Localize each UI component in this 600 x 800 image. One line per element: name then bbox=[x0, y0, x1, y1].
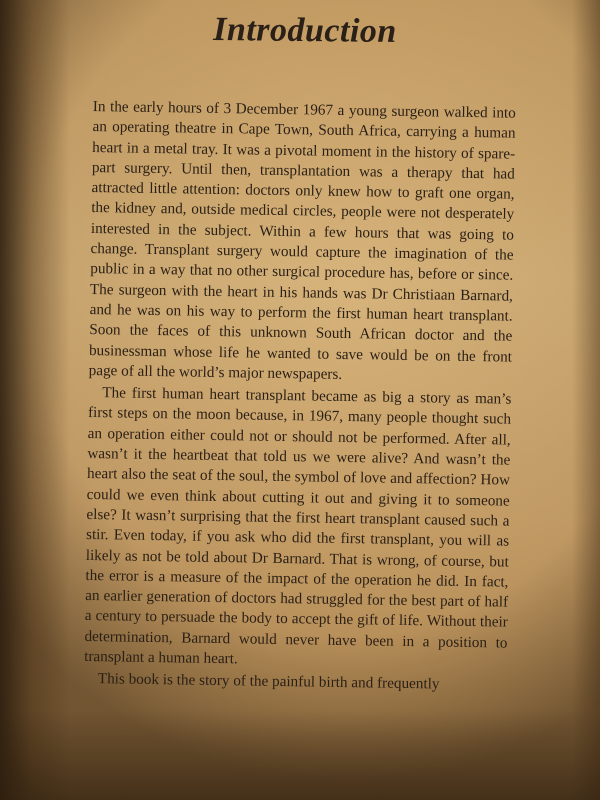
chapter-body bbox=[84, 97, 516, 696]
paragraph-2: The first human heart transplant became as big a story as man’s first steps on the moon because, in 1967, many people thought such an operation either could not or should not be performed. After all, wasn’t it the heartbeat that told us we were alive? And wasn’t the heart also the seat of the soul, the symbol of love and affection? How could we even think about cutting it out and giving it to someone else? It wasn’t surprising that the first heart transplant caused such a stir. Even today, if you ask who did the first transplant, you will as likely as not be told about Dr Barnard. That is wrong, of course, but the error is a measure of the impact of the operation he did. In fact, an earlier generation of doctors had struggled for the best part of half a century to persuade the body to accept the gift of life. Without their determination, Barnard would never have been in a position to transplant a human heart. bbox=[84, 384, 512, 668]
chapter-title: Introduction bbox=[213, 11, 398, 50]
paragraph-3: This book is the story of the painful birth and frequently bbox=[97, 670, 440, 693]
paragraph-1: In the early hours of 3 December 1967 a young surgeon walked into an operating theatre in Cape Town, South Africa, carrying a human heart in a metal tray. It was a pivotal moment in the history of spare-part surgery. Until then, transplantation was a therapy that had attracted little attention: doctors only knew how to graft one organ, the kidney and, outside medical circles, people were not desperately interested in the subject. Within a few hours that was going to change. Transplant surgery would capture the imagination of the public in a way that no other surgical procedure has, before or since. The surgeon with the heart in his hands was Dr Christiaan Barnard, and he was on his way to perform the first human heart transplant. Soon the faces of this unknown South African doctor and the businessman whose life he wanted to save would be on the front page of all the world’s major newspapers. bbox=[88, 97, 516, 383]
